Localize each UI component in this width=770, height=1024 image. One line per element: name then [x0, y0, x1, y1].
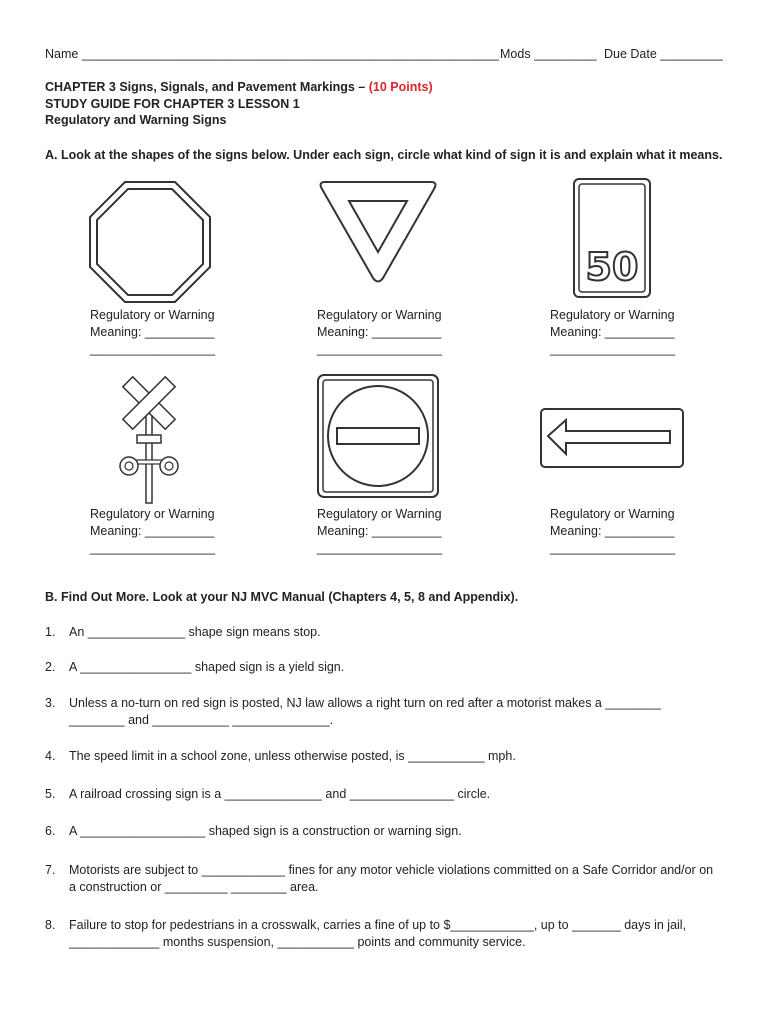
- chapter-title-text: CHAPTER 3 Signs, Signals, and Pavement Markings –: [45, 80, 366, 94]
- regulatory-or-warning-choice[interactable]: Regulatory or Warning: [550, 308, 675, 322]
- question-number: 5.: [45, 787, 56, 801]
- sign-caption: [90, 307, 215, 358]
- question-text[interactable]: Failure to stop for pedestrians in a crosswalk, carries a fine of up to $____________, up to _______ days in jail,: [69, 918, 687, 932]
- question-text-continued[interactable]: ________ and ___________ ______________.: [69, 713, 334, 727]
- points-label: (10 Points): [368, 80, 433, 94]
- question-text-continued[interactable]: _____________ months suspension, ___________ points and community service.: [69, 935, 526, 949]
- sign-caption: [90, 506, 215, 557]
- question-text[interactable]: Motorists are subject to ____________ fines for any motor vehicle violations committed on a Safe Corridor and/or on: [69, 863, 714, 877]
- railroad-crossing-sign-icon: [115, 375, 185, 505]
- question-text-continued[interactable]: a construction or _________ ________ area.: [69, 880, 319, 894]
- regulatory-or-warning-choice[interactable]: Regulatory or Warning: [90, 308, 215, 322]
- speed-limit-sign-icon: [573, 178, 651, 298]
- triangle-yield-sign-icon: [317, 180, 439, 286]
- question-number: 2.: [45, 660, 56, 674]
- question-number: 4.: [45, 749, 56, 763]
- question-text[interactable]: A railroad crossing sign is a ______________ and _______________ circle.: [69, 787, 491, 801]
- meaning-blank-line[interactable]: __________________: [317, 541, 443, 555]
- regulatory-or-warning-choice[interactable]: Regulatory or Warning: [90, 507, 215, 521]
- study-guide-title: STUDY GUIDE FOR CHAPTER 3 LESSON 1: [45, 97, 300, 111]
- chapter-title: [45, 80, 433, 94]
- sign-caption: [550, 506, 675, 557]
- sign-caption: [317, 506, 442, 557]
- question-text[interactable]: A __________________ shaped sign is a construction or warning sign.: [69, 824, 462, 838]
- meaning-blank[interactable]: Meaning: __________: [90, 325, 215, 339]
- question-number: 7.: [45, 863, 56, 877]
- meaning-blank-line[interactable]: __________________: [90, 541, 216, 555]
- meaning-blank-line[interactable]: __________________: [90, 342, 216, 356]
- meaning-blank[interactable]: Meaning: __________: [550, 325, 675, 339]
- meaning-blank-line[interactable]: __________________: [550, 342, 676, 356]
- question-number: 8.: [45, 918, 56, 932]
- question-number: 6.: [45, 824, 56, 838]
- mods-field-label: Mods _________: [500, 47, 597, 61]
- meaning-blank[interactable]: Meaning: __________: [550, 524, 675, 538]
- meaning-blank[interactable]: Meaning: __________: [90, 524, 215, 538]
- section-a-instruction: A. Look at the shapes of the signs below. Under each sign, circle what kind of sign it is and explain what it means.: [45, 148, 723, 162]
- section-b-heading: B. Find Out More. Look at your NJ MVC Manual (Chapters 4, 5, 8 and Appendix).: [45, 590, 519, 604]
- lesson-title: Regulatory and Warning Signs: [45, 113, 227, 127]
- do-not-enter-sign-icon: [317, 374, 439, 498]
- regulatory-or-warning-choice[interactable]: Regulatory or Warning: [317, 507, 442, 521]
- meaning-blank-line[interactable]: __________________: [550, 541, 676, 555]
- octagon-stop-sign-icon: [88, 180, 212, 304]
- meaning-blank[interactable]: Meaning: __________: [317, 524, 442, 538]
- meaning-blank-line[interactable]: __________________: [317, 342, 443, 356]
- question-text[interactable]: A ________________ shaped sign is a yield sign.: [69, 660, 345, 674]
- question-text[interactable]: Unless a no-turn on red sign is posted, NJ law allows a right turn on red after a motorist makes a ________: [69, 696, 661, 710]
- speed-limit-number: 50: [585, 245, 639, 289]
- question-text[interactable]: An ______________ shape sign means stop.: [69, 625, 321, 639]
- regulatory-or-warning-choice[interactable]: Regulatory or Warning: [317, 308, 442, 322]
- regulatory-or-warning-choice[interactable]: Regulatory or Warning: [550, 507, 675, 521]
- meaning-blank[interactable]: Meaning: __________: [317, 325, 442, 339]
- question-text[interactable]: The speed limit in a school zone, unless otherwise posted, is ___________ mph.: [69, 749, 516, 763]
- one-way-arrow-sign-icon: [540, 408, 684, 468]
- question-number: 3.: [45, 696, 56, 710]
- due-date-field-label: Due Date _________: [604, 47, 723, 61]
- sign-caption: [317, 307, 442, 358]
- sign-caption: [550, 307, 675, 358]
- question-number: 1.: [45, 625, 56, 639]
- name-field-label: Name ____________________________________________________________: [45, 47, 499, 61]
